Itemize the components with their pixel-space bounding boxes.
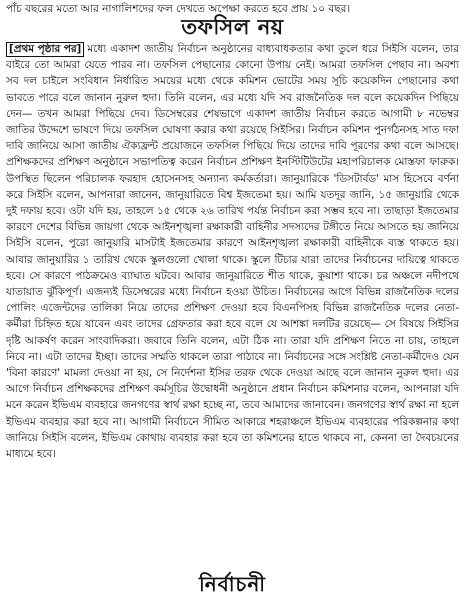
next-article-heading: নির্বাচনী (198, 572, 267, 596)
previous-article-tail: পাঁচ বছরের মতো আর নাগালিশদের ফল দেখতে অপেক্ষা করতে হবে প্রায় ১০ বছর। (6, 3, 351, 15)
article-body (6, 41, 459, 577)
continuation-label: [প্রথম পৃষ্ঠার পর] (6, 42, 84, 57)
article-text: মধ্যে একাদশ জাতীয় নির্বাচন অনুষ্ঠানের বাধ্যবাধকতার কথা তুলে ধরে সিইসি বলেন, তার বাইরে তো আমরা যেতে পারব না। তফসিল পেছানোর কোনো উপায় নেই। আমরা তফসিল পেছাব না। অবশ্য সব দল চাইলে সংবিধান নির্ধারিত সময়ের মধ্যে থেকে কমিশন ভোটের সময় সূচি কয়েকদিন পেছানোর কথা ভাবতে পারে বলে জানান নুরুল হুদা। তিনি বলেন, এর মধ্যে যদি সব রাজনৈতিক দল বলে কয়েকদিন পিছিয়ে দেন— তখন আমরা পিছিয়ে দেব। ডিসেম্বরের শেষভাগে একাদশ জাতীয় নির্বাচন করতে আগামী ৮ নভেম্বর জাতির উদ্দেশে ভাষণে দিয়ে তফসিল ঘোষণা করার কথা রয়েছে সিইসির। নির্বাচন কমিশন পুনর্গঠনসহ সাত দফা দাবি জানিয়ে আসা জাতীয় ঐক্যফ্রন্ট প্রয়োজনে তফসিল পিছিয়ে দিয়ে তাদের দাবি পূরণের কথা বলে আসছে। প্রশিক্ষকদের প্রশিক্ষণ অনুষ্ঠানে সভাপতিত্ব করেন নির্বাচন প্রশিক্ষণ ইনস্টিটিউটের মহাপরিচালক মোস্তফা ফারুক। উপস্থিত ছিলেন পরিচালক ফরহাদ হোসেনসহ অন্যান্য কর্মকর্তারা। জানুয়ারিকে 'ডিসটার্বড' মাস হিসেবে বর্ণনা করে সিইসি বলেন, আপনারা জানেন, জানুয়ারিতে বিশ্ব ইজতেমা হয়। আমি যতদূর জানি, ১৫ জানুয়ারি থেকে দুই দফায় হবে। ওটা যদি হয়, তাহলে ১৫ থেকে ২৬ তারিখ পর্যন্ত নির্বাচন করা সম্ভব হবে না। তাছাড়া ইজতেমার কারণে দেশের বিভিন্ন জায়গা থেকে আইনশৃঙ্খলা রক্ষাকারী বাহিনীর সদস্যদের টঙ্গীতে নিয়ে আসতে হয় জানিয়ে সিইসি বলেন, পুরো জানুয়ারি মাসটাই ইজতেমার কারণে আইনশৃঙ্খলা রক্ষাকারী বাহিনীকে ব্যস্ত থাকতে হয়। আবার জানুয়ারির ১ তারিখ থেকে স্কুলগুলো খোলা থাকে। স্কুলে টিচার যারা তাদের নির্বাচনের দায়িত্বে থাকতে হবে। সে কারণে পাঠক্রমেও ব্যাঘাত ঘটবে। আবার জানুয়ারিতে শীত থাকে, কুয়াশা থাকে। চর অঞ্চলে নদীপথে যাতায়াত ঝুঁকিপূর্ণ। এজন্যই ডিসেম্বরের মধ্যে নির্বাচন হওয়া উচিত। নির্বাচনের আগে বিভিন্ন রাজনৈতিক দলের পোলিং এজেন্টদের তালিকা নিয়ে তাদের প্রশিক্ষণ দেওয়া হবে বিএনপিসহ বিভিন্ন রাজনৈতিক দলের নেতা-কর্মীরা চিহ্নিত হয়ে যাবেন এবং তাদের গ্রেফতার করা হবে বলে যে আশঙ্কা দলটির রয়েছে— সে বিষয়ে সিইসির দৃষ্টি আকর্ষণ করেন সাংবাদিকরা। জবাবে তিনি বলেন, এটা ঠিক না। তারা যদি প্রশিক্ষণ নিতে না চায়, তাহলে নিবে না। এটা তাদের ইচ্ছা। তাদের সম্মতি থাকলে তারা পাঠাবে না। নির্বাচনের সঙ্গে সংশ্লিষ্ট নেতা-কর্মীদেও যেন 'বিনা কারণে' মামলা দেওয়া না হয়, সে নির্দেশনা ইসির তরফ থেকে দেওয়া আছে বলে জানান নুরুল হুদা। এর আগে নির্বাচন প্রশিক্ষকদের প্রশিক্ষণ কর্মসূচির উদ্বোধনী অনুষ্ঠানে প্রধান নির্বাচন কমিশনার বলেন, আপনারা যদি মনে করেন ইভিএম ব্যবহারে জনগণের স্বার্থ রক্ষা হচ্ছে না, তবে আমাদের জানাবেন। জনগণের স্বার্থ রক্ষা না হলে ইভিএম ব্যবহার করা হবে না। আগামী নির্বাচনে সীমিত আকারে শহরাঞ্চলে ইভিএম ব্যবহারের পরিকল্পনার কথা জানিয়ে সিইসি বলেন, ইভিএম কোথায় ব্যবহার করা হবে তা কমিশনের হাতে থাকবে না, কেননা তা দৈবচয়নের মাধ্যমে হবে। (6, 43, 459, 461)
article-headline: তফসিল নয় (181, 15, 284, 39)
